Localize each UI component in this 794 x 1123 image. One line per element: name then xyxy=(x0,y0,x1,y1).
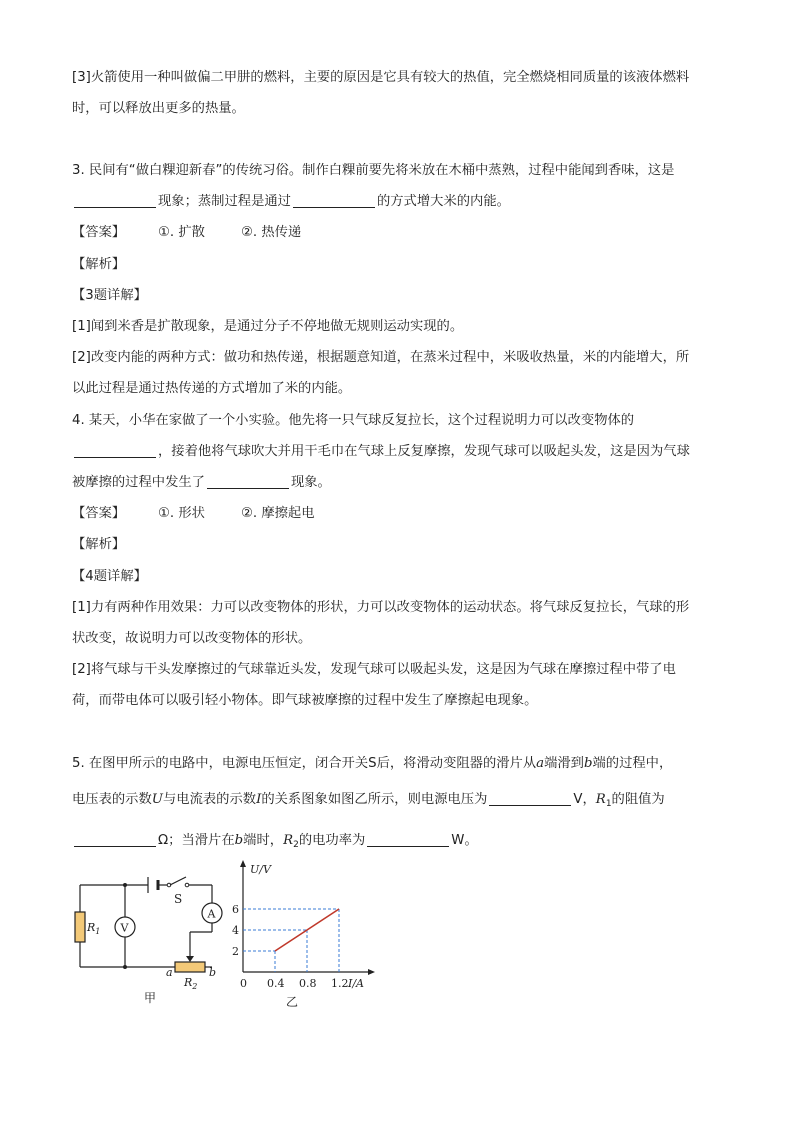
q4-blank-1[interactable] xyxy=(74,443,156,458)
q3-analysis-tag: 【解析】 xyxy=(72,257,126,272)
y-axis-arrow xyxy=(240,860,246,867)
q5-blank-1[interactable] xyxy=(489,791,571,806)
q2-detail-3-line2: 时，可以释放出更多的热量。 xyxy=(72,101,245,116)
q5-blank-2[interactable] xyxy=(74,832,156,847)
q3-answer: 【答案】 ①. 扩散 ②. 热传递 xyxy=(72,225,302,240)
q4-detail-2-line1: [2]将气球与干头发摩擦过的气球靠近头发，发现气球可以吸起头发，这是因为气球在摩擦过程中带了电 xyxy=(72,662,676,677)
graph-caption: 乙 xyxy=(286,995,299,1009)
junction-dot xyxy=(123,883,127,887)
circuit-caption: 甲 xyxy=(144,991,157,1005)
q4-detail-1-line2: 状改变，故说明力可以改变物体的形状。 xyxy=(72,631,312,646)
q4-detail-1-line1: [1]力有两种作用效果：力可以改变物体的形状，力可以改变物体的运动状态。将气球反复拉长，气球的形 xyxy=(72,600,690,615)
q3-stem-line2: 现象；蒸制过程是通过 的方式增大米的内能。 xyxy=(72,193,510,211)
q4-detail-tag: 【4题详解】 xyxy=(72,569,147,584)
q3-blank-1[interactable] xyxy=(74,193,156,208)
x-tick-label: 0.4 xyxy=(267,977,285,990)
y-axis-label: U/V xyxy=(250,863,271,876)
x-axis-label: I/A xyxy=(348,977,364,990)
x-tick-label: 0.8 xyxy=(299,977,317,990)
origin-label: 0 xyxy=(240,977,247,990)
q5-stem-line1: 5. 在图甲所示的电路中，电源电压恒定，闭合开关S后，将滑动变阻器的滑片从a端滑到b端的过程中， xyxy=(72,756,673,771)
junction-dot xyxy=(123,965,127,969)
q2-detail-3-line1: [3]火箭使用一种叫做偏二甲肼的燃料，主要的原因是它具有较大的热值，完全燃烧相同质量的该液体燃料 xyxy=(72,70,690,85)
rheostat-end-b: b xyxy=(209,966,217,979)
q4-stem-line1: 4. 某天，小华在家做了一个小实验。他先将一只气球反复拉长，这个过程说明力可以改变物体的 xyxy=(72,413,635,428)
voltmeter-label: V xyxy=(120,921,129,935)
q5-stem-line3: Ω；当滑片在b端时，$R_2$的电功率为 W。 xyxy=(72,832,478,854)
q5-stem-line2: 电压表的示数U与电流表的示数I的关系图象如图乙所示，则电源电压为 V，$R_1$的阻值为 xyxy=(72,792,665,809)
q3-detail-tag: 【3题详解】 xyxy=(72,288,147,303)
q4-analysis-tag: 【解析】 xyxy=(72,537,126,552)
y-tick-label: 4 xyxy=(232,924,239,937)
rheostat-end-a: a xyxy=(166,966,173,979)
switch-lever xyxy=(170,877,186,885)
q4-answer: 【答案】 ①. 形状 ②. 摩擦起电 xyxy=(72,506,315,521)
rheostat-r2 xyxy=(175,962,205,972)
q3-detail-2-line1: [2]改变内能的两种方式：做功和热传递，根据题意知道，在蒸米过程中，米吸收热量，米的内能增大，所 xyxy=(72,350,690,365)
y-tick-label: 6 xyxy=(232,903,239,916)
ammeter-label: A xyxy=(207,907,216,921)
x-axis-arrow xyxy=(368,969,375,975)
q4-stem-line3: 被摩擦的过程中发生了 现象。 xyxy=(72,475,331,490)
q3-stem-line1: 3. 民间有“做白粿迎新春”的传统习俗。制作白粿前要先将米放在木桶中蒸熟，过程中能闻到香味，这是 xyxy=(72,163,675,178)
ui-graph xyxy=(228,855,378,1010)
r2-label: $R_2$ xyxy=(184,976,198,991)
slider-arrow xyxy=(186,956,194,962)
switch-contact xyxy=(185,883,189,887)
resistor-r1 xyxy=(75,912,85,942)
r1-label: $R_1$ xyxy=(87,921,101,936)
q4-stem-line2: ，接着他将气球吹大并用干毛巾在气球上反复摩擦，发现气球可以吸起头发，这是因为气球 xyxy=(72,443,690,461)
q3-detail-2-line2: 以此过程是通过热传递的方式增加了米的内能。 xyxy=(72,381,352,396)
y-tick-label: 2 xyxy=(232,945,239,958)
q3-blank-2[interactable] xyxy=(293,193,375,208)
q4-detail-2-line2: 荷，而带电体可以吸引轻小物体。即气球被摩擦的过程中发生了摩擦起电现象。 xyxy=(72,693,538,708)
q4-blank-2[interactable] xyxy=(207,474,289,489)
circuit-diagram xyxy=(70,860,240,1010)
switch-label: S xyxy=(174,892,183,906)
q3-detail-1: [1]闻到米香是扩散现象，是通过分子不停地做无规则运动实现的。 xyxy=(72,319,464,334)
q5-blank-3[interactable] xyxy=(367,832,449,847)
x-tick-label: 1.2 xyxy=(331,977,349,990)
